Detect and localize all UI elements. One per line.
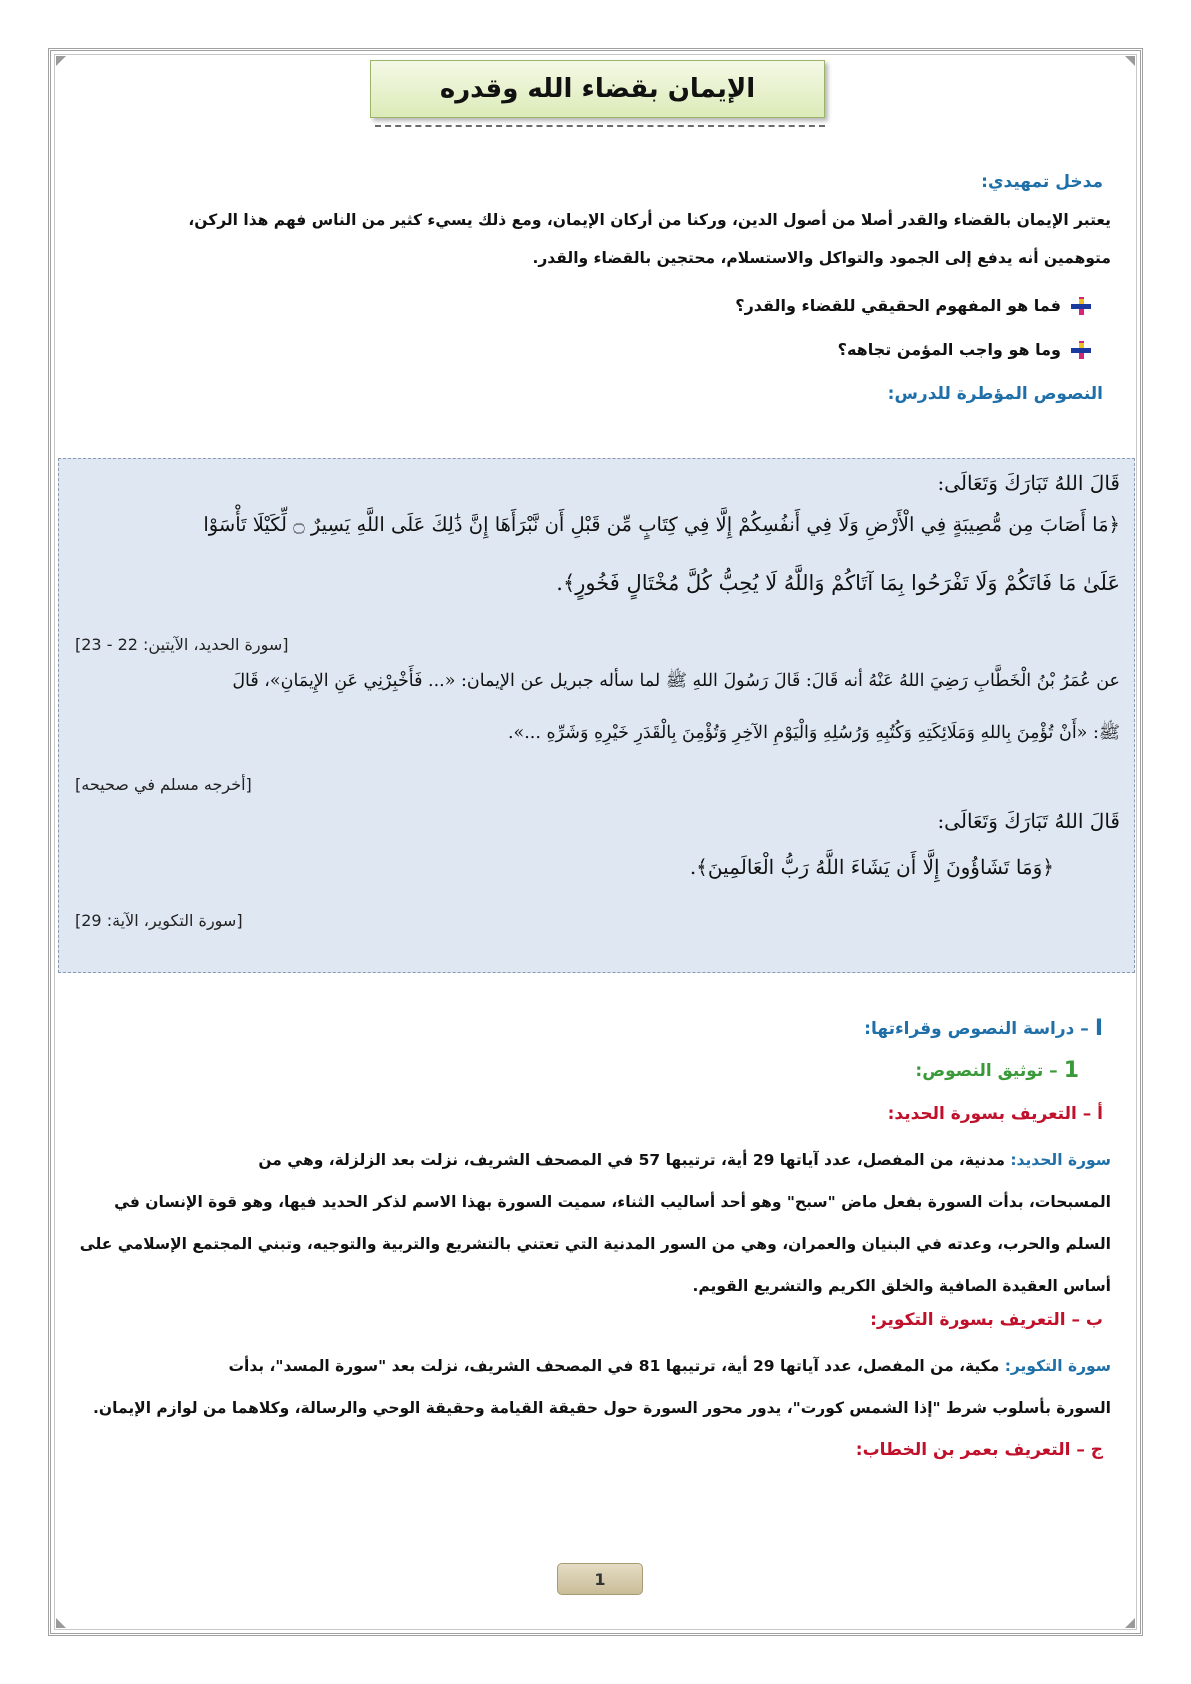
verse-2-intro: قَالَ اللهُ تَبَارَكَ وَتَعَالَى:	[937, 809, 1120, 833]
intro-heading: مدخل تمهيدي:	[981, 172, 1103, 192]
hadith-line-1: عن عُمَرُ بْنُ الْخَطَّابِ رَضِيَ اللهُ عَنْهُ أنه قَالَ: قَالَ رَسُولَ اللهِ ﷺ لما سأله جبريل عن الإيمان: «... فَأَخْبِرْنِي عَنِ الإِيمَانِ»، قَالَ	[232, 671, 1120, 691]
takwir-heading: ب – التعريف بسورة التكوير:	[870, 1310, 1103, 1330]
section-1-heading	[864, 1016, 1103, 1041]
corner-ornament-bottom-right	[1125, 1618, 1135, 1628]
corner-ornament-bottom-left	[56, 1618, 66, 1628]
takwir-paragraph-line-1	[71, 1348, 1111, 1384]
umar-heading: ج – التعريف بعمر بن الخطاب:	[855, 1440, 1103, 1460]
hadith-line-2: ﷺ: «أَنْ تُؤْمِنَ بِاللهِ وَمَلَائِكَتِهِ وَكُتُبِهِ وَرُسُلِهِ وَالْيَوْمِ الآخِرِ وَتُؤْمِنَ بِالْقَدَرِ خَيْرِهِ وَشَرِّهِ ...».	[507, 723, 1120, 743]
intro-paragraph-line-2: متوهمين أنه يدفع إلى الجمود والتواكل والاستسلام، محتجين بالقضاء والقدر.	[532, 249, 1111, 267]
takwir-label: سورة التكوير:	[1004, 1357, 1111, 1375]
question-item-1	[735, 296, 1091, 315]
framing-texts-box	[58, 458, 1135, 973]
hadith-source: [أخرجه مسلم في صحيحه]	[75, 775, 252, 794]
subsection-1-number: 1	[1063, 1058, 1079, 1083]
question-item-2	[838, 340, 1091, 359]
hadid-paragraph-line-4: أساس العقيدة الصافية والخلق الكريم والتشريع القويم.	[692, 1277, 1111, 1295]
verse-1-source: [سورة الحديد، الآيتين: 22 - 23]	[75, 635, 289, 654]
hadid-paragraph-line-2: المسبحات، بدأت السورة بفعل ماض "سبح" وهو أحد أساليب الثناء، سميت السورة بهذا الاسم لذكر الحديد فيها، وهو قوة الإنسان في	[114, 1193, 1111, 1211]
verse-1-line-2: عَلَىٰ مَا فَاتَكُمْ وَلَا تَفْرَحُوا بِمَا آتَاكُمْ وَاللَّهُ لَا يُحِبُّ كُلَّ مُخْتَالٍ فَخُورٍ﴾.	[556, 571, 1120, 595]
corner-ornament-top-left	[56, 56, 66, 66]
hadid-text-1: مدنية، من المفصل، عدد آياتها 29 أية، ترتيبها 57 في المصحف الشريف، نزلت بعد الزلزلة، وهي من	[258, 1151, 1005, 1169]
hadid-heading: أ – التعريف بسورة الحديد:	[887, 1104, 1103, 1124]
subsection-1-title: – توثيق النصوص:	[915, 1060, 1058, 1081]
hadid-paragraph-line-3: السلم والحرب، وعدته في البنيان والعمران، وهي من السور المدنية التي تعتني بالتشريع والتربية والتوجيه، وتبني المجتمع الإسلامي على	[79, 1235, 1111, 1253]
intro-paragraph-line-1: يعتبر الإيمان بالقضاء والقدر أصلا من أصول الدين، وركنا من أركان الإيمان، ومع ذلك يسيء كثير من الناس فهم هذا الركن،	[188, 211, 1111, 229]
question-text-2: وما هو واجب المؤمن تجاهه؟	[837, 340, 1061, 359]
takwir-paragraph-line-2: السورة بأسلوب شرط "إذا الشمس كورت"، يدور محور السورة حول حقيقة القيامة وحقيقة الوحي والرسالة، وكلاهما من لوازم الإيمان.	[93, 1399, 1111, 1417]
corner-ornament-top-right	[1125, 56, 1135, 66]
verse-1-line-1: ﴿مَا أَصَابَ مِن مُّصِيبَةٍ فِي الْأَرْضِ وَلَا فِي أَنفُسِكُمْ إِلَّا فِي كِتَابٍ مِّن قَبْلِ أَن نَّبْرَأَهَا إِنَّ ذَٰلِكَ عَلَى اللَّهِ يَسِيرٌ ۝ لِّكَيْلَا تَأْسَوْا	[203, 513, 1120, 536]
takwir-text-1: مكية، من المفصل، عدد آياتها 29 أية، ترتيبها 81 في المصحف الشريف، نزلت بعد "سورة المسد"، بدأت	[228, 1357, 1000, 1375]
hadid-paragraph-line-1	[71, 1142, 1111, 1178]
framing-texts-heading: النصوص المؤطرة للدرس:	[887, 384, 1103, 404]
verse-2-source: [سورة التكوير، الآية: 29]	[75, 911, 243, 930]
hadid-label: سورة الحديد:	[1010, 1151, 1111, 1169]
question-text-1: فما هو المفهوم الحقيقي للقضاء والقدر؟	[735, 296, 1061, 315]
section-1-number: I	[1094, 1016, 1103, 1041]
section-1-title: – دراسة النصوص وقراءتها:	[864, 1018, 1089, 1039]
subsection-1-heading	[915, 1058, 1079, 1083]
title-underline	[375, 125, 825, 127]
plus-bullet-icon	[1071, 297, 1091, 315]
lesson-title: الإيمان بقضاء الله وقدره	[370, 60, 825, 118]
plus-bullet-icon	[1071, 341, 1091, 359]
verse-2-line: ﴿وَمَا تَشَاؤُونَ إِلَّا أَن يَشَاءَ اللَّهُ رَبُّ الْعَالَمِينَ﴾.	[689, 855, 1054, 879]
page-number: 1	[557, 1563, 643, 1595]
verse-1-intro: قَالَ اللهُ تَبَارَكَ وَتَعَالَى:	[937, 471, 1120, 495]
